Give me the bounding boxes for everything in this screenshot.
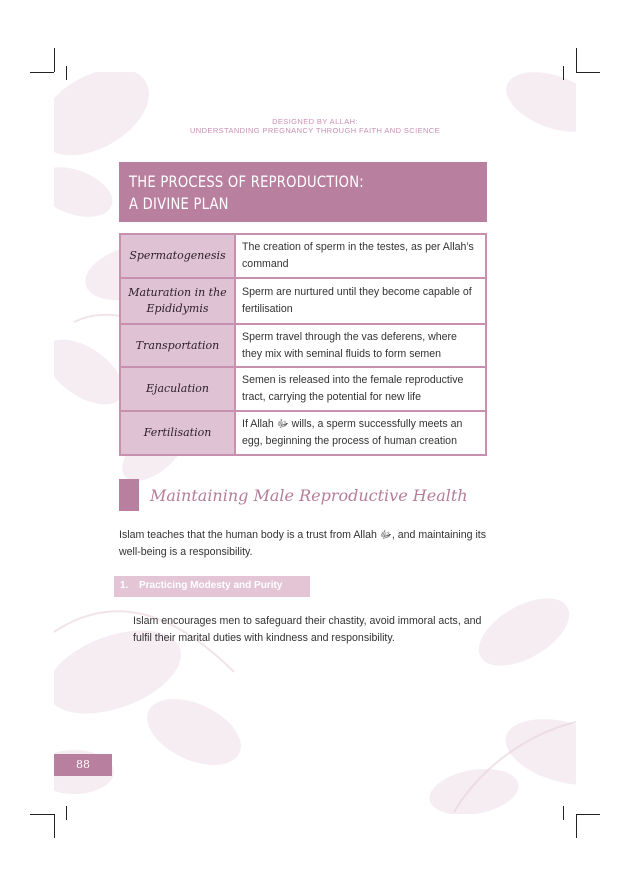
table-row	[120, 411, 486, 455]
running-head-line1: DESIGNED BY ALLAH:	[272, 117, 358, 126]
section-accent-bar	[119, 479, 139, 511]
crop-mark	[30, 814, 54, 815]
stage-name: Transportation	[120, 324, 235, 367]
stage-name: Fertilisation	[120, 411, 235, 455]
subsection-number: 1.	[120, 580, 129, 591]
page-number: 88	[76, 758, 90, 771]
crop-mark	[54, 48, 55, 72]
subsection-label-box	[114, 576, 310, 597]
stage-name: Ejaculation	[120, 367, 235, 411]
crop-mark	[576, 814, 577, 838]
stage-name: Maturation in the Epididymis	[120, 278, 235, 324]
crop-mark	[66, 66, 67, 80]
crop-mark	[576, 48, 577, 72]
table-row	[120, 367, 486, 411]
page-number-box	[54, 754, 112, 776]
chapter-title-banner	[119, 162, 487, 222]
crop-mark	[66, 806, 67, 820]
crop-mark	[563, 806, 564, 820]
subsection-body-paragraph: Islam encourages men to safeguard their chastity, avoid immoral acts, and fulfil their marital duties with kindness and responsibility.	[133, 615, 482, 644]
stage-description: Sperm travel through the vas deferens, where they mix with seminal fluids to form semen	[235, 324, 486, 367]
running-head	[54, 117, 576, 135]
crop-mark	[576, 72, 600, 73]
stage-description: If Allah ﷻ wills, a sperm successfully meets an egg, beginning the process of human creation	[235, 411, 486, 455]
crop-mark	[576, 814, 600, 815]
reproduction-stages-table	[119, 233, 487, 456]
stage-name: Spermatogenesis	[120, 234, 235, 278]
section-intro-paragraph: Islam teaches that the human body is a trust from Allah ﷻ, and maintaining its well-being is a responsibility.	[119, 529, 487, 558]
chapter-title-line1: THE PROCESS OF REPRODUCTION:	[129, 172, 364, 191]
table-row	[120, 234, 486, 278]
stage-description: Semen is released into the female reproductive tract, carrying the potential for new life	[235, 367, 486, 411]
crop-mark	[54, 814, 55, 838]
stage-description: The creation of sperm in the testes, as per Allah’s command	[235, 234, 486, 278]
table-row	[120, 324, 486, 367]
crop-mark	[30, 72, 54, 73]
subsection-title: Practicing Modesty and Purity	[139, 580, 283, 591]
chapter-title-line2: A DIVINE PLAN	[129, 194, 229, 213]
stage-description: Sperm are nurtured until they become capable of fertilisation	[235, 278, 486, 324]
crop-mark	[563, 66, 564, 80]
section-heading: Maintaining Male Reproductive Health	[150, 486, 468, 505]
table-row	[120, 278, 486, 324]
running-head-line2: UNDERSTANDING PREGNANCY THROUGH FAITH AND SCIENCE	[189, 126, 441, 135]
